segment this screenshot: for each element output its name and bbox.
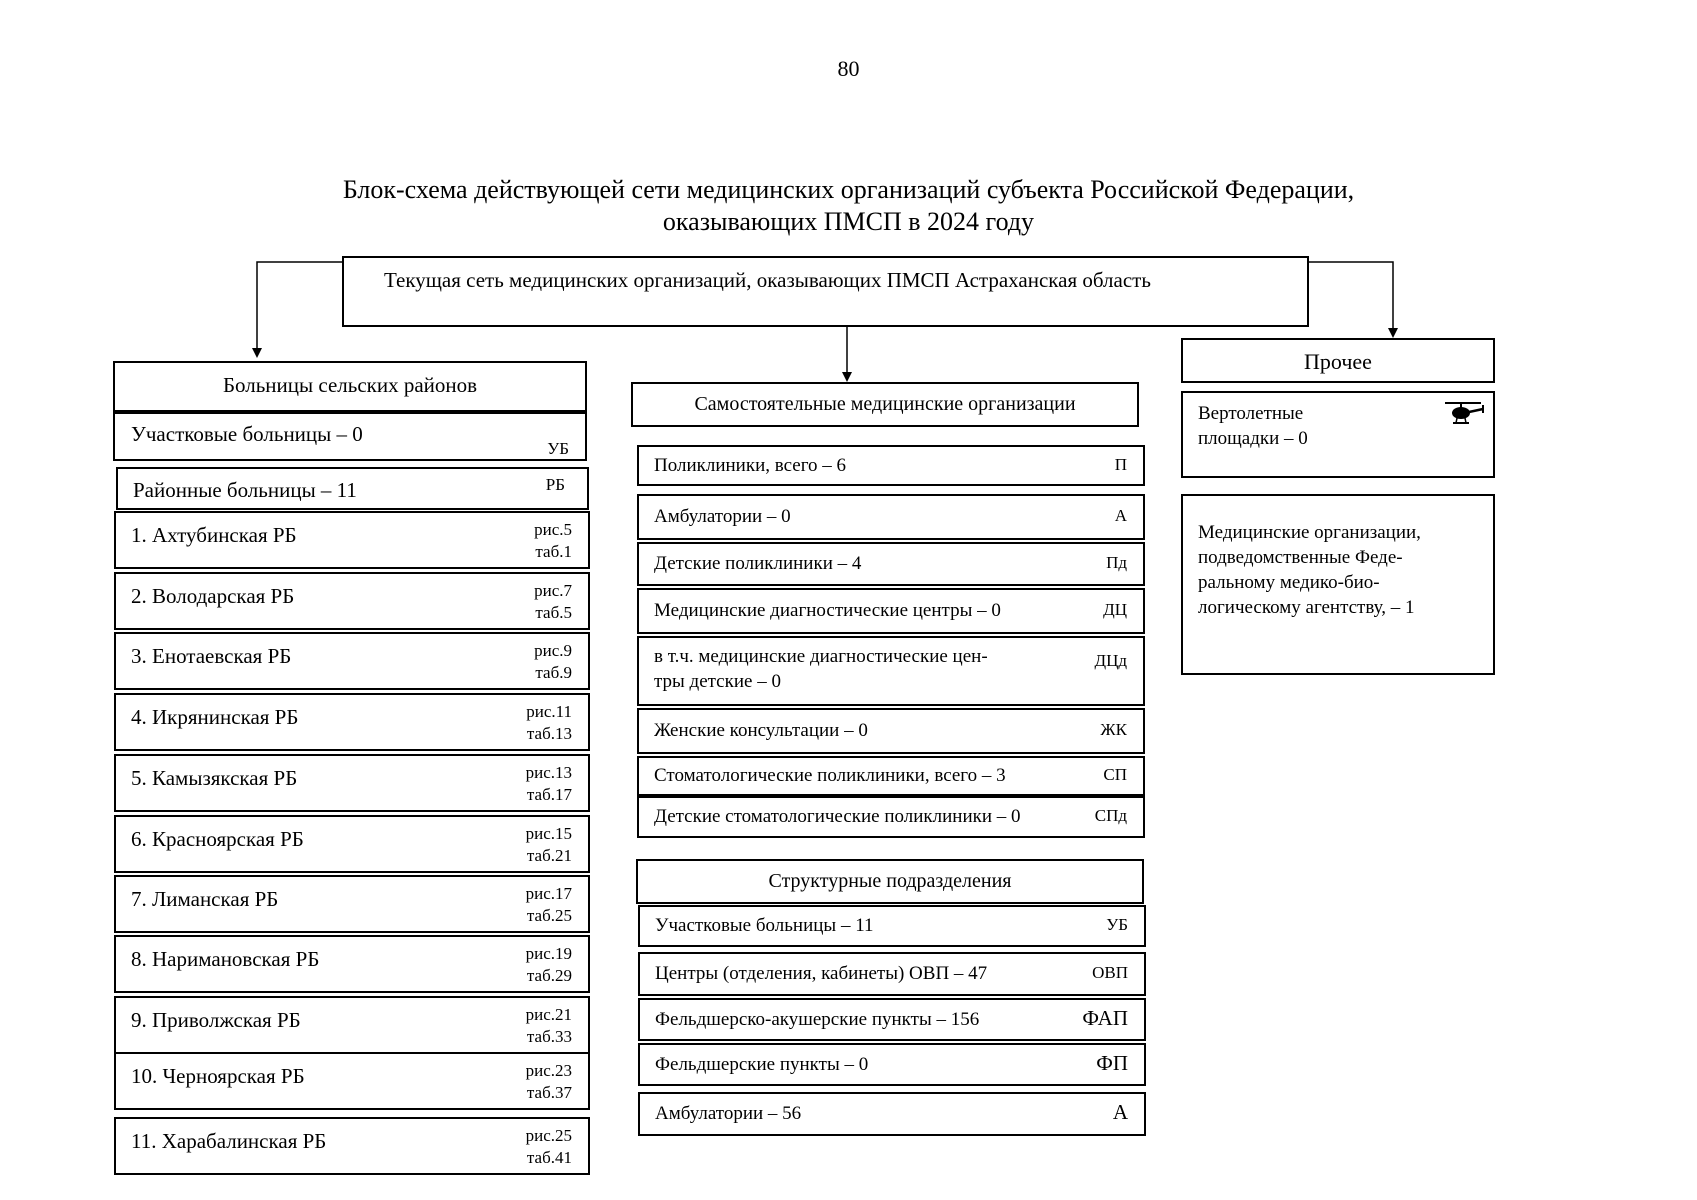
- independent-orgs-header-label: Самостоятельные медицинские организации: [694, 393, 1076, 415]
- structural-unit-item: [638, 998, 1146, 1041]
- district-hospitals-box: [113, 412, 587, 461]
- rural-hospital-table-ref: таб.25: [526, 906, 572, 925]
- structural-unit-code: А: [1112, 1100, 1128, 1124]
- independent-org-item: [637, 542, 1145, 586]
- rural-hospital-item: [114, 875, 590, 933]
- rural-hospitals-header-label: Больницы сельских районов: [222, 373, 478, 397]
- rural-hospital-table-ref: таб.37: [526, 1083, 572, 1102]
- independent-org-item: [637, 796, 1145, 838]
- structural-unit-label: Центры (отделения, кабинеты) ОВП – 47: [655, 963, 988, 984]
- independent-org-item: [637, 636, 1145, 706]
- regional-hospitals-label: Районные больницы – 11: [133, 478, 357, 502]
- rural-hospital-table-ref: таб.17: [526, 785, 572, 804]
- independent-org-item: [637, 588, 1145, 634]
- diagram-title-line2: оказывающих ПМСП в 2024 году: [662, 207, 1035, 236]
- rural-hospital-item: [114, 935, 590, 993]
- fmba-label-line2: подведомственные Феде-: [1198, 547, 1403, 568]
- rural-hospitals-header: [113, 361, 587, 412]
- independent-org-item: [637, 756, 1145, 796]
- structural-unit-label: Амбулатории – 56: [655, 1103, 802, 1124]
- independent-org-code: ДЦ: [1103, 600, 1127, 619]
- rural-hospital-table-ref: таб.41: [526, 1148, 572, 1167]
- rural-hospital-figure-ref: рис.9: [534, 641, 572, 660]
- independent-orgs-header: [631, 382, 1139, 427]
- rural-hospital-name: 4. Икрянинская РБ: [131, 705, 299, 729]
- rural-hospital-figure-ref: рис.17: [525, 884, 572, 903]
- rural-hospital-figure-ref: рис.19: [525, 944, 572, 963]
- independent-org-label: Стоматологические поликлиники, всего – 3: [654, 765, 1006, 786]
- regional-hospitals-box: [116, 467, 589, 510]
- rural-hospital-figure-ref: рис.13: [525, 763, 572, 782]
- structural-unit-label: Участковые больницы – 11: [655, 915, 874, 936]
- independent-org-item: [637, 445, 1145, 486]
- independent-org-code: СП: [1103, 765, 1127, 784]
- rural-hospital-name: 10. Черноярская РБ: [131, 1064, 305, 1088]
- rural-hospital-name: 7. Лиманская РБ: [131, 887, 279, 911]
- root-box: [342, 256, 1309, 327]
- structural-unit-item: [638, 1043, 1146, 1086]
- structural-units-header: [636, 859, 1144, 904]
- rural-hospital-figure-ref: рис.23: [525, 1061, 572, 1080]
- independent-org-label-line2: тры детские – 0: [654, 671, 781, 692]
- fmba-label-line3: ральному медико-био-: [1198, 572, 1380, 593]
- other-header-label: Прочее: [1304, 349, 1372, 374]
- rural-hospital-name: 5. Камызякская РБ: [131, 766, 298, 790]
- rural-hospital-figure-ref: рис.21: [525, 1005, 572, 1024]
- rural-hospital-item: [114, 572, 590, 630]
- independent-org-label: Амбулатории – 0: [654, 506, 791, 527]
- rural-hospital-name: 9. Приволжская РБ: [131, 1008, 301, 1032]
- regional-hospitals-code: РБ: [545, 475, 565, 494]
- rural-hospital-figure-ref: рис.7: [534, 581, 572, 600]
- independent-org-label: Детские стоматологические поликлиники – 0: [654, 806, 1021, 827]
- rural-hospital-figure-ref: рис.11: [526, 702, 572, 721]
- independent-org-item: [637, 494, 1145, 540]
- other-header: [1181, 338, 1495, 383]
- independent-org-label: Поликлиники, всего – 6: [654, 455, 847, 476]
- rural-hospital-table-ref: таб.29: [526, 966, 572, 985]
- rural-hospital-name: 1. Ахтубинская РБ: [131, 523, 297, 547]
- district-hospitals-label: Участковые больницы – 0: [131, 422, 363, 446]
- helicopter-icon: [1441, 399, 1485, 429]
- independent-org-label: Медицинские диагностические центры – 0: [654, 600, 1001, 621]
- helipads-box: [1181, 391, 1495, 478]
- independent-org-code: ДЦд: [1094, 651, 1127, 670]
- fmba-label-line4: логическому агентству, – 1: [1198, 597, 1415, 618]
- diagram-title-line1: Блок-схема действующей сети медицинских организаций субъекта Российской Федерации,: [342, 175, 1355, 204]
- fmba-box: [1181, 494, 1495, 675]
- structural-unit-code: ОВП: [1092, 963, 1128, 982]
- rural-hospital-name: 2. Володарская РБ: [131, 584, 295, 608]
- fmba-label-line1: Медицинские организации,: [1198, 522, 1421, 543]
- structural-unit-label: Фельдшерские пункты – 0: [655, 1054, 869, 1075]
- rural-hospital-figure-ref: рис.15: [525, 824, 572, 843]
- rural-hospital-item: [114, 754, 590, 812]
- independent-org-code: ЖК: [1100, 720, 1127, 739]
- rural-hospital-name: 6. Красноярская РБ: [131, 827, 304, 851]
- rural-hospital-item: [114, 815, 590, 873]
- rural-hospital-figure-ref: рис.25: [525, 1126, 572, 1145]
- rural-hospital-item: [114, 1052, 590, 1110]
- independent-org-code: А: [1114, 506, 1127, 525]
- rural-hospital-table-ref: таб.13: [526, 724, 572, 743]
- structural-unit-item: [638, 952, 1146, 996]
- independent-org-label: Детские поликлиники – 4: [654, 553, 862, 574]
- helipads-label-line2: площадки – 0: [1198, 428, 1308, 449]
- rural-hospital-figure-ref: рис.5: [534, 520, 572, 539]
- rural-hospital-table-ref: таб.21: [526, 846, 572, 865]
- structural-unit-label: Фельдшерско-акушерские пункты – 156: [655, 1009, 980, 1030]
- rural-hospital-item: [114, 511, 590, 569]
- independent-org-label-line1: в т.ч. медицинские диагностические цен-: [654, 646, 988, 667]
- structural-unit-code: ФАП: [1082, 1006, 1128, 1030]
- helipads-label-line1: Вертолетные: [1198, 403, 1304, 424]
- structural-unit-code: УБ: [1106, 915, 1128, 934]
- root-label: Текущая сеть медицинских организаций, оказывающих ПМСП Астраханская область: [384, 268, 1151, 292]
- rural-hospital-item: [114, 693, 590, 751]
- independent-org-code: Пд: [1106, 553, 1127, 572]
- rural-hospital-table-ref: таб.5: [535, 603, 572, 622]
- district-hospitals-code: УБ: [547, 439, 569, 458]
- rural-hospital-table-ref: таб.9: [535, 663, 572, 682]
- independent-org-label: Женские консультации – 0: [654, 720, 868, 741]
- structural-unit-item: [638, 1092, 1146, 1136]
- rural-hospital-table-ref: таб.33: [526, 1027, 572, 1046]
- structural-units-header-label: Структурные подразделения: [768, 870, 1012, 892]
- rural-hospital-name: 11. Харабалинская РБ: [131, 1129, 327, 1153]
- page-number: 80: [837, 56, 860, 81]
- rural-hospital-name: 8. Наримановская РБ: [131, 947, 320, 971]
- rural-hospital-item: [114, 1117, 590, 1175]
- structural-unit-item: [638, 905, 1146, 947]
- structural-unit-code: ФП: [1096, 1051, 1128, 1075]
- independent-org-item: [637, 708, 1145, 754]
- rural-hospital-table-ref: таб.1: [535, 542, 572, 561]
- independent-org-code: П: [1114, 455, 1127, 474]
- rural-hospital-name: 3. Енотаевская РБ: [131, 644, 292, 668]
- rural-hospital-item: [114, 632, 590, 690]
- independent-org-code: СПд: [1094, 806, 1127, 825]
- rural-hospital-item: [114, 996, 590, 1054]
